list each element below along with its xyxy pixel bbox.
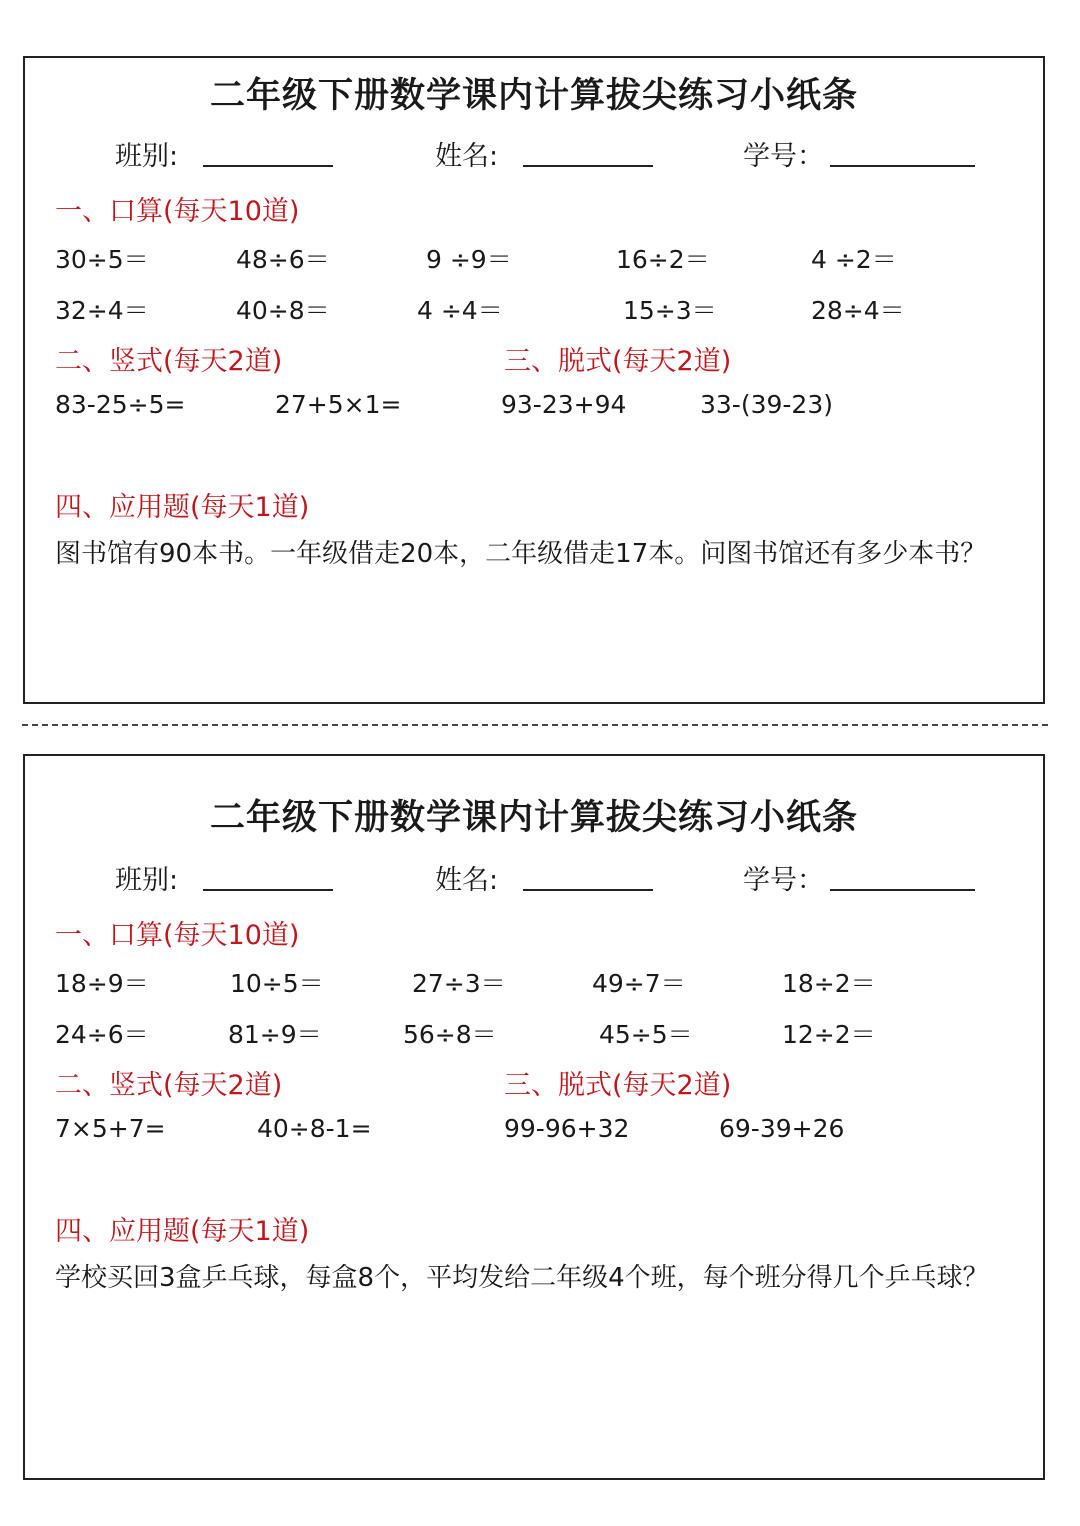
mental-problem: 40÷8＝ (236, 296, 330, 325)
mental-problem: 10÷5＝ (230, 969, 324, 998)
name-blank[interactable] (523, 889, 653, 891)
mental-problem: 48÷6＝ (236, 245, 330, 274)
practice-slip-1 (23, 56, 1045, 704)
student-id-label: 学号： (743, 865, 824, 896)
mental-problem: 28÷4＝ (811, 296, 905, 325)
section-mental-math-heading: 一、口算(每天10道) (55, 920, 300, 951)
vertical-problem: 7×5+7= (55, 1114, 166, 1143)
stepwise-problem: 33-(39-23) (700, 390, 833, 419)
student-id-label: 学号： (743, 141, 824, 172)
mental-problem: 24÷6＝ (55, 1020, 149, 1049)
mental-problem: 45÷5＝ (599, 1020, 693, 1049)
slip-title: 二年级下册数学课内计算拔尖练习小纸条 (209, 76, 858, 116)
name-blank[interactable] (523, 165, 653, 167)
mental-problem: 12÷2＝ (782, 1020, 876, 1049)
student-id-blank[interactable] (830, 165, 975, 167)
section-vertical-heading: 二、竖式(每天2道) (55, 1070, 283, 1101)
vertical-problem: 27+5×1= (275, 390, 402, 419)
mental-problem: 81÷9＝ (228, 1020, 322, 1049)
mental-problem: 16÷2＝ (616, 245, 710, 274)
mental-problem: 4 ÷2＝ (811, 245, 897, 274)
vertical-problem: 83-25÷5= (55, 390, 186, 419)
mental-problem: 49÷7＝ (592, 969, 686, 998)
vertical-problem: 40÷8-1= (257, 1114, 372, 1143)
stepwise-problem: 99-96+32 (504, 1114, 630, 1143)
section-word-problem-heading: 四、应用题(每天1道) (55, 1216, 310, 1247)
student-id-blank[interactable] (830, 889, 975, 891)
class-label: 班别: (115, 865, 179, 896)
mental-problem: 32÷4＝ (55, 296, 149, 325)
name-label: 姓名: (435, 865, 499, 896)
mental-problem: 4 ÷4＝ (417, 296, 503, 325)
mental-problem: 18÷9＝ (55, 969, 149, 998)
name-label: 姓名: (435, 141, 499, 172)
word-problem-text: 学校买回3盒乒乓球，每盒8个，平均发给二年级4个班，每个班分得几个乒乓球？ (55, 1263, 989, 1293)
mental-problem: 9 ÷9＝ (426, 245, 512, 274)
stepwise-problem: 93-23+94 (501, 390, 627, 419)
section-stepwise-heading: 三、脱式(每天2道) (504, 346, 732, 377)
section-word-problem-heading: 四、应用题(每天1道) (55, 492, 310, 523)
cut-line (22, 724, 1048, 726)
class-blank[interactable] (203, 889, 333, 891)
slip-title: 二年级下册数学课内计算拔尖练习小纸条 (209, 798, 858, 838)
stepwise-problem: 69-39+26 (719, 1114, 845, 1143)
word-problem-text: 图书馆有90本书。一年级借走20本，二年级借走17本。问图书馆还有多少本书？ (55, 539, 987, 569)
mental-problem: 30÷5＝ (55, 245, 149, 274)
section-stepwise-heading: 三、脱式(每天2道) (504, 1070, 732, 1101)
mental-problem: 27÷3＝ (412, 969, 506, 998)
section-mental-math-heading: 一、口算(每天10道) (55, 196, 300, 227)
section-vertical-heading: 二、竖式(每天2道) (55, 346, 283, 377)
class-blank[interactable] (203, 165, 333, 167)
mental-problem: 15÷3＝ (623, 296, 717, 325)
class-label: 班别: (115, 141, 179, 172)
practice-slip-2 (23, 754, 1045, 1480)
mental-problem: 18÷2＝ (782, 969, 876, 998)
mental-problem: 56÷8＝ (403, 1020, 497, 1049)
